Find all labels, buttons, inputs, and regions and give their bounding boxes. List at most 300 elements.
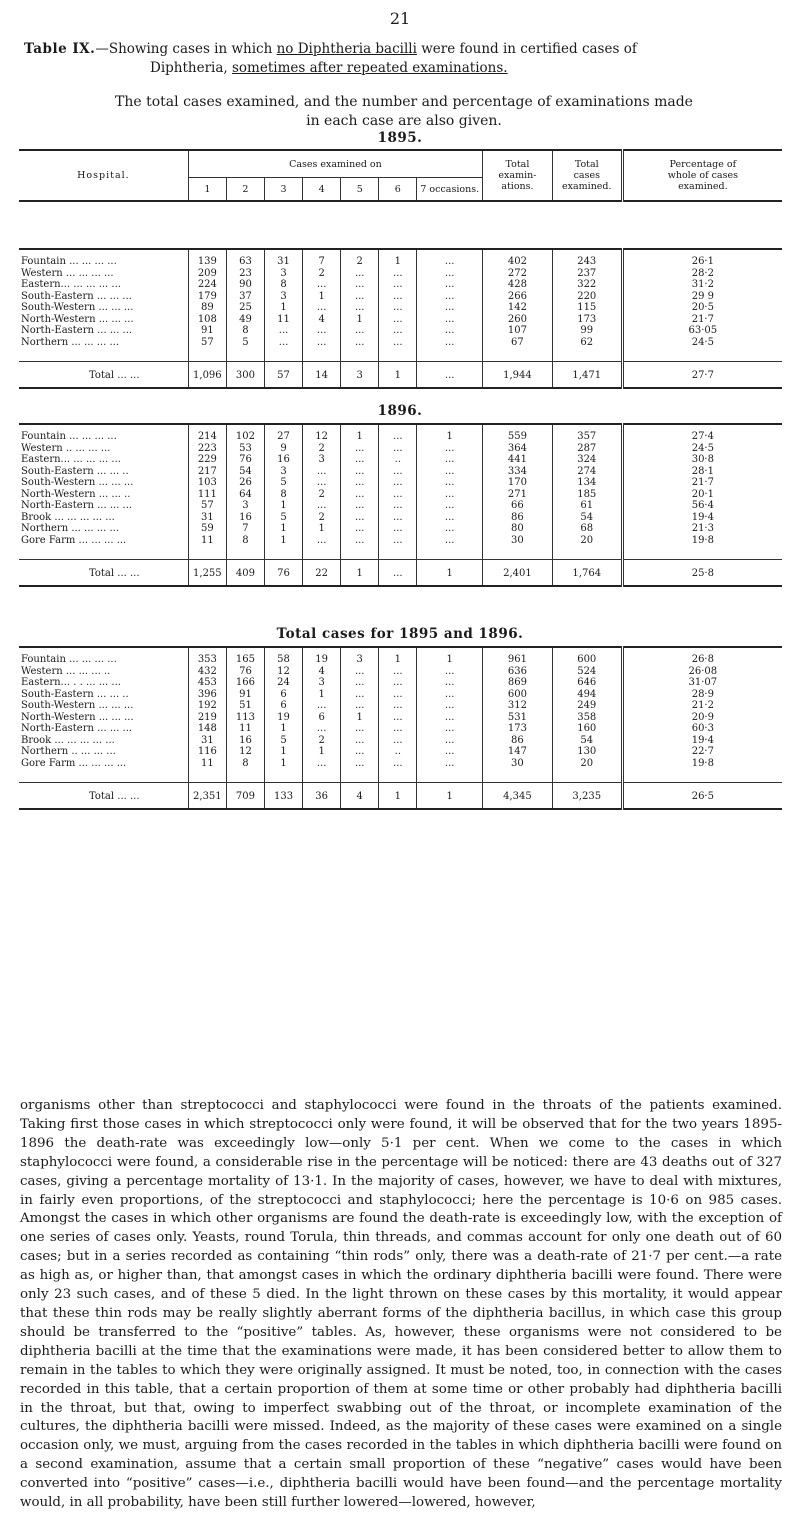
table-cell: 3: [303, 677, 341, 689]
table-cell: 21·7: [622, 477, 782, 489]
table-cell: 1: [379, 650, 417, 666]
table-cell: 113: [226, 712, 264, 724]
table-cell: ...: [417, 314, 483, 326]
table-cell: 20: [552, 758, 622, 770]
hospital-name: South-Western ... ... ...: [21, 302, 134, 313]
hospital-name: Total ... ...: [19, 362, 188, 389]
table-cell: 6: [265, 689, 303, 701]
table-cell: 60·3: [622, 723, 782, 735]
table-cell: 1,255: [188, 560, 226, 587]
table-cell: 1,471: [552, 362, 622, 389]
table-cell: 91: [188, 325, 226, 337]
table-cell: 358: [552, 712, 622, 724]
table-cell: 170: [482, 477, 552, 489]
table-row: [19, 666, 782, 678]
table-cell: 31: [265, 252, 303, 268]
table-cell: 14: [303, 362, 341, 389]
table-cell: 67: [482, 337, 552, 349]
table-cell: ...: [417, 523, 483, 535]
table-row: [19, 252, 782, 268]
table-cell: ...: [379, 560, 417, 587]
table-cell: 249: [552, 700, 622, 712]
table-cell: 54: [226, 466, 264, 478]
table-cell: 147: [482, 746, 552, 758]
table-cell: 271: [482, 489, 552, 501]
table-row: [19, 454, 782, 466]
table-cell: 21·3: [622, 523, 782, 535]
hospital-name: South-Western ... ... ...: [21, 700, 134, 711]
table-cell: 1: [417, 783, 483, 810]
body-text: organisms other than streptococci and staphylococci were found in the throats of the patients examined. Taking first those cases in which streptococci only were found, it will be observed that for the two years 1895-1896 the death-rate was exceedingly low—only 5·1 per cent. When we come to the cases in which staphylococci were found, a considerable rise in the percentage will be noticed: there are 43 deaths out of 327 cases, giving a percentage mortality of 13·1. In the majority of cases, however, we have to deal with mixtures, in fairly even proportions, of the streptococci and staphylococci; here the percentage is 10·6 on 985 cases. Amongst the cases in which other organisms are found the death-rate is exceedingly low, with the exception of one series of cases only. Yeasts, round Torula, thin threads, and commas account for only one death out of 60 cases; but in a series recorded as containing “thin rods” only, there was a death-rate of 21·7 per cent.—a rate as high as, or higher than, that amongst cases in which the ordinary diphtheria bacilli were found. There were only 23 such cases, and of these 5 died. In the light thrown on these cases by this mortality, it would appear that these thin rods may be really slightly aberrant forms of the diphtheria bacillus, in which case this group should be transferred to the “positive” tables. As, however, these organisms were not considered to be diphtheria bacilli at the time that the examinations were made, it has been considered better to allow them to remain in the tables to which they were originally assigned. It must be noted, too, in connection with the cases recorded in this table, that a certain proportion of them at some time or other probably had diphtheria bacilli in the throat, but that, owing to imperfect swabbing out of the throat, or incomplete examination of the cultures, the diphtheria bacilli were missed. Indeed, as the majority of these cases were examined on a single occasion only, we must, arguing from the cases recorded in the tables in which diphtheria bacilli were found on a second examination, assume that a certain small proportion of these “negative” cases would have been converted into “positive” cases—i.e., diphtheria bacilli would have been found—and the percentage mortality would, in all probability, have been still further lowered—lowered, however,: [20, 1098, 782, 1511]
table-cell: 9: [265, 443, 303, 455]
table-caption: [24, 40, 784, 78]
caption-underlined-2: sometimes after repeated examinations.: [232, 60, 508, 76]
table-cell: 1: [379, 362, 417, 389]
table-cell: 353: [188, 650, 226, 666]
table-header: [19, 149, 782, 202]
table-cell: ...: [379, 279, 417, 291]
hospital-name: South-Eastern ... ... ..: [21, 465, 129, 477]
table-cell: 1: [341, 712, 379, 724]
table-cell: 1: [265, 746, 303, 758]
table-total-row: [19, 362, 782, 389]
table-cell: ...: [379, 489, 417, 501]
table-cell: 160: [552, 723, 622, 735]
table-cell: ...: [341, 523, 379, 535]
header-occ-4: 4: [303, 178, 341, 202]
table-cell: 134: [552, 477, 622, 489]
table-cell: 396: [188, 689, 226, 701]
hospital-name: North-Eastern ... ... ...: [21, 723, 133, 734]
table-cell: ...: [417, 279, 483, 291]
hospital-name: South-Eastern ... ... ..: [21, 688, 129, 700]
table-cell: ...: [417, 252, 483, 268]
table-cell: ...: [417, 735, 483, 747]
header-total-cases: Total cases examined.: [552, 150, 622, 201]
table-cell: 173: [552, 314, 622, 326]
table-cell: 4: [303, 314, 341, 326]
table-cell: 4,345: [482, 783, 552, 810]
table-cell: 3: [341, 362, 379, 389]
table-cell: 37: [226, 291, 264, 303]
table-row: [19, 650, 782, 666]
section-title-combined: Total cases for 1895 and 1896.: [276, 626, 524, 642]
table-cell: ...: [341, 466, 379, 478]
table-cell: 559: [482, 427, 552, 443]
table-cell: 1: [417, 427, 483, 443]
table-total-row: [19, 783, 782, 810]
table-cell: 76: [226, 454, 264, 466]
table-cell: 58: [265, 650, 303, 666]
table-cell: 26·5: [622, 783, 782, 810]
caption-text-1b: were found in certified cases of: [416, 41, 637, 57]
table-cell: 107: [482, 325, 552, 337]
table-cell: 20·9: [622, 712, 782, 724]
table-cell: 409: [226, 560, 264, 587]
table-row: [19, 700, 782, 712]
table-cell: 441: [482, 454, 552, 466]
table-cell: 266: [482, 291, 552, 303]
table-cell: 30·8: [622, 454, 782, 466]
table-cell: 300: [226, 362, 264, 389]
table-cell: 8: [226, 325, 264, 337]
table-cell: ...: [417, 712, 483, 724]
table-cell: 16: [265, 454, 303, 466]
table-cell: 86: [482, 735, 552, 747]
subcaption-line-2: in each case are also given.: [306, 113, 502, 129]
hospital-name: Western .. ... ... ...: [21, 442, 111, 454]
table-cell: 1: [417, 650, 483, 666]
hospital-name: North-Eastern ... ... ...: [21, 500, 133, 511]
table-cell: 54: [552, 512, 622, 524]
table-cell: 12: [303, 427, 341, 443]
table-row: [19, 466, 782, 478]
header-occ-5: 5: [341, 178, 379, 202]
table-cell: 36: [303, 783, 341, 810]
table-cell: ...: [379, 477, 417, 489]
table-cell: 139: [188, 252, 226, 268]
table-cell: 209: [188, 268, 226, 280]
table-row: [19, 735, 782, 747]
table-cell: 334: [482, 466, 552, 478]
table-cell: 62: [552, 337, 622, 349]
table-row: [19, 489, 782, 501]
table-cell: 64: [226, 489, 264, 501]
table-cell: ...: [341, 723, 379, 735]
table-cell: 31·2: [622, 279, 782, 291]
table-cell: 2: [341, 252, 379, 268]
table-cell: 531: [482, 712, 552, 724]
table-cell: ...: [341, 302, 379, 314]
table-cell: 7: [303, 252, 341, 268]
table-cell: 11: [188, 758, 226, 770]
table-cell: 31: [188, 512, 226, 524]
table-cell: 1,096: [188, 362, 226, 389]
table-cell: 26: [226, 477, 264, 489]
table-cell: 364: [482, 443, 552, 455]
table-cell: 2: [303, 512, 341, 524]
table-cell: ...: [379, 712, 417, 724]
table-cell: 63: [226, 252, 264, 268]
table-cell: ...: [379, 758, 417, 770]
table-cell: 7: [226, 523, 264, 535]
table-row: [19, 535, 782, 547]
hospital-name: Gore Farm ... ... ... ...: [21, 757, 127, 769]
table-cell: 68: [552, 523, 622, 535]
table-cell: ...: [379, 723, 417, 735]
table-cell: ...: [417, 325, 483, 337]
table-cell: ...: [417, 489, 483, 501]
table-cell: 11: [226, 723, 264, 735]
table-row: [19, 291, 782, 303]
table-cell: 16: [226, 512, 264, 524]
table-cell: 1: [379, 783, 417, 810]
table-cell: 2,351: [188, 783, 226, 810]
table-cell: 224: [188, 279, 226, 291]
table-cell: 1: [341, 427, 379, 443]
table-cell: 115: [552, 302, 622, 314]
table-cell: 2: [303, 489, 341, 501]
table-cell: 27·7: [622, 362, 782, 389]
table-cell: 27·4: [622, 427, 782, 443]
table-row: [19, 477, 782, 489]
table-cell: 111: [188, 489, 226, 501]
table-cell: 6: [303, 712, 341, 724]
table-cell: 22·7: [622, 746, 782, 758]
table-cell: 25: [226, 302, 264, 314]
table-cell: ...: [379, 500, 417, 512]
table-cell: 1: [303, 689, 341, 701]
table-cell: 214: [188, 427, 226, 443]
table-cell: 11: [265, 314, 303, 326]
table-cell: 8: [226, 758, 264, 770]
table-cell: 148: [188, 723, 226, 735]
table-cell: ...: [417, 302, 483, 314]
table-cell: 19·8: [622, 535, 782, 547]
table-cell: ...: [417, 500, 483, 512]
table-cell: 24·5: [622, 337, 782, 349]
table-cell: ...: [341, 337, 379, 349]
table-cell: 12: [265, 666, 303, 678]
table-cell: 30: [482, 535, 552, 547]
header-total-examinations: Total examin- ations.: [483, 150, 553, 201]
table-cell: 173: [482, 723, 552, 735]
section-title-1895: 1895.: [377, 130, 423, 146]
table-cell: ...: [417, 443, 483, 455]
table-cell: 108: [188, 314, 226, 326]
table-cell: 1: [303, 291, 341, 303]
table-cell: ...: [341, 700, 379, 712]
table-cell: ...: [379, 466, 417, 478]
table-cell: ...: [341, 746, 379, 758]
hospital-name: Gore Farm ... ... ... ...: [21, 534, 127, 546]
hospital-name: Northern ... ... ... ...: [21, 523, 120, 534]
table-cell: 20·1: [622, 489, 782, 501]
table-cell: 31·07: [622, 677, 782, 689]
table-cell: 165: [226, 650, 264, 666]
table-cell: 1,764: [552, 560, 622, 587]
table-cell: 19·8: [622, 758, 782, 770]
table-label: Table IX.: [24, 41, 96, 57]
table-cell: ...: [303, 466, 341, 478]
table-cell: 116: [188, 746, 226, 758]
table-cell: ...: [341, 512, 379, 524]
table-cell: 19·4: [622, 512, 782, 524]
caption-text-2a: Diphtheria,: [150, 60, 232, 76]
table-cell: 1: [303, 523, 341, 535]
table-cell: ...: [417, 700, 483, 712]
table-cell: 20·5: [622, 302, 782, 314]
table-cell: 53: [226, 443, 264, 455]
table-cell: ..: [379, 746, 417, 758]
table-cell: 19·4: [622, 735, 782, 747]
hospital-name: Western ... ... ... ..: [21, 665, 111, 677]
table-cell: 28·1: [622, 466, 782, 478]
header-percentage: Percentage of whole of cases examined.: [622, 150, 782, 201]
hospital-name: South-Western ... ... ...: [21, 477, 134, 488]
table-cell: 2: [303, 443, 341, 455]
hospital-name: Northern .. ... ... ...: [21, 746, 116, 757]
table-cell: 192: [188, 700, 226, 712]
table-cell: ...: [417, 337, 483, 349]
table-cell: ...: [417, 477, 483, 489]
table-cell: ...: [303, 477, 341, 489]
table-cell: ...: [379, 314, 417, 326]
table-cell: 76: [265, 560, 303, 587]
table-cell: 432: [188, 666, 226, 678]
table-cell: 90: [226, 279, 264, 291]
table-cell: ...: [417, 535, 483, 547]
header-occ-1: 1: [188, 178, 226, 202]
table-cell: 961: [482, 650, 552, 666]
table-cell: ...: [341, 689, 379, 701]
hospital-name: Eastern... ... ... ... ...: [21, 279, 121, 290]
table-cell: 229: [188, 454, 226, 466]
table-row: [19, 279, 782, 291]
table-cell: 324: [552, 454, 622, 466]
table-row: [19, 500, 782, 512]
table-cell: 8: [265, 489, 303, 501]
header-occ-7: 7 occasions.: [417, 178, 483, 202]
table-cell: 219: [188, 712, 226, 724]
table-cell: ...: [379, 337, 417, 349]
table-cell: ...: [341, 443, 379, 455]
table-cell: 102: [226, 427, 264, 443]
table-cell: ...: [379, 325, 417, 337]
table-cell: 600: [482, 689, 552, 701]
table-cell: 91: [226, 689, 264, 701]
table-cell: ...: [417, 466, 483, 478]
header-occ-2: 2: [226, 178, 264, 202]
table-cell: ...: [379, 302, 417, 314]
table-cell: 274: [552, 466, 622, 478]
table-cell: ...: [341, 677, 379, 689]
table-cell: 57: [188, 337, 226, 349]
table-cell: 260: [482, 314, 552, 326]
table-cell: 636: [482, 666, 552, 678]
caption-text-1a: —Showing cases in which: [95, 41, 277, 57]
table-1895: [19, 248, 782, 389]
table-cell: 223: [188, 443, 226, 455]
table-cell: 133: [265, 783, 303, 810]
table-cell: 4: [303, 666, 341, 678]
table-cell: 220: [552, 291, 622, 303]
table-cell: ...: [341, 279, 379, 291]
table-cell: 185: [552, 489, 622, 501]
table-cell: ...: [341, 758, 379, 770]
table-cell: 646: [552, 677, 622, 689]
table-cell: 8: [226, 535, 264, 547]
table-cell: 27: [265, 427, 303, 443]
table-cell: 61: [552, 500, 622, 512]
table-cell: 57: [188, 500, 226, 512]
table-cell: 26·08: [622, 666, 782, 678]
hospital-name: North-Western ... ... ...: [21, 711, 134, 723]
table-cell: 8: [265, 279, 303, 291]
hospital-name: Brook ... ... ... ... ...: [21, 734, 115, 746]
table-cell: 24·5: [622, 443, 782, 455]
table-cell: 23: [226, 268, 264, 280]
table-cell: ...: [379, 689, 417, 701]
table-cell: 76: [226, 666, 264, 678]
table-cell: ...: [379, 735, 417, 747]
hospital-name: Fountain ... ... ... ...: [21, 654, 117, 665]
table-cell: 130: [552, 746, 622, 758]
table-cell: ...: [417, 362, 483, 389]
table-row: [19, 712, 782, 724]
table-cell: 402: [482, 252, 552, 268]
hospital-name: North-Western ... ... ..: [21, 488, 131, 500]
header-hospital: Hospital.: [19, 150, 188, 201]
table-cell: 21·2: [622, 700, 782, 712]
table-cell: ...: [341, 500, 379, 512]
hospital-name: Total ... ...: [19, 783, 188, 810]
table-cell: 3,235: [552, 783, 622, 810]
section-title-1896: 1896.: [377, 403, 423, 419]
table-cell: 322: [552, 279, 622, 291]
table-cell: ...: [417, 723, 483, 735]
hospital-name: Northern ... ... ... ...: [21, 336, 120, 348]
table-cell: ...: [341, 325, 379, 337]
table-cell: 3: [265, 466, 303, 478]
table-cell: 1: [265, 723, 303, 735]
hospital-name: Brook ... ... ... ... ...: [21, 511, 115, 523]
table-cell: 29 9: [622, 291, 782, 303]
table-cell: ...: [303, 723, 341, 735]
table-cell: 19: [265, 712, 303, 724]
table-cell: 287: [552, 443, 622, 455]
hospital-name: Western ... ... ... ...: [21, 267, 114, 279]
table-cell: 1: [417, 560, 483, 587]
table-cell: 1: [379, 252, 417, 268]
table-cell: 1: [265, 500, 303, 512]
table-cell: 357: [552, 427, 622, 443]
table-cell: ...: [303, 758, 341, 770]
table-cell: 5: [265, 477, 303, 489]
table-cell: 272: [482, 268, 552, 280]
table-cell: 59: [188, 523, 226, 535]
table-cell: 312: [482, 700, 552, 712]
table-cell: ...: [417, 666, 483, 678]
table-row: [19, 268, 782, 280]
table-cell: 600: [552, 650, 622, 666]
table-cell: 3: [303, 454, 341, 466]
table-cell: 243: [552, 252, 622, 268]
table-row: [19, 427, 782, 443]
table-cell: 494: [552, 689, 622, 701]
table-cell: 26·1: [622, 252, 782, 268]
table-cell: 217: [188, 466, 226, 478]
table-row: [19, 723, 782, 735]
table-cell: 31: [188, 735, 226, 747]
table-cell: ...: [417, 758, 483, 770]
table-cell: 19: [303, 650, 341, 666]
table-row: [19, 302, 782, 314]
hospital-name: North-Western ... ... ...: [21, 313, 134, 325]
table-cell: 16: [226, 735, 264, 747]
table-cell: 524: [552, 666, 622, 678]
hospital-name: Fountain ... ... ... ...: [21, 256, 117, 267]
table-cell: 86: [482, 512, 552, 524]
table-cell: ...: [303, 700, 341, 712]
table-cell: ...: [303, 325, 341, 337]
table-cell: 1,944: [482, 362, 552, 389]
table-cell: ...: [379, 700, 417, 712]
table-cell: 28·9: [622, 689, 782, 701]
header-occ-3: 3: [264, 178, 302, 202]
table-cell: 1: [265, 535, 303, 547]
table-cell: 179: [188, 291, 226, 303]
